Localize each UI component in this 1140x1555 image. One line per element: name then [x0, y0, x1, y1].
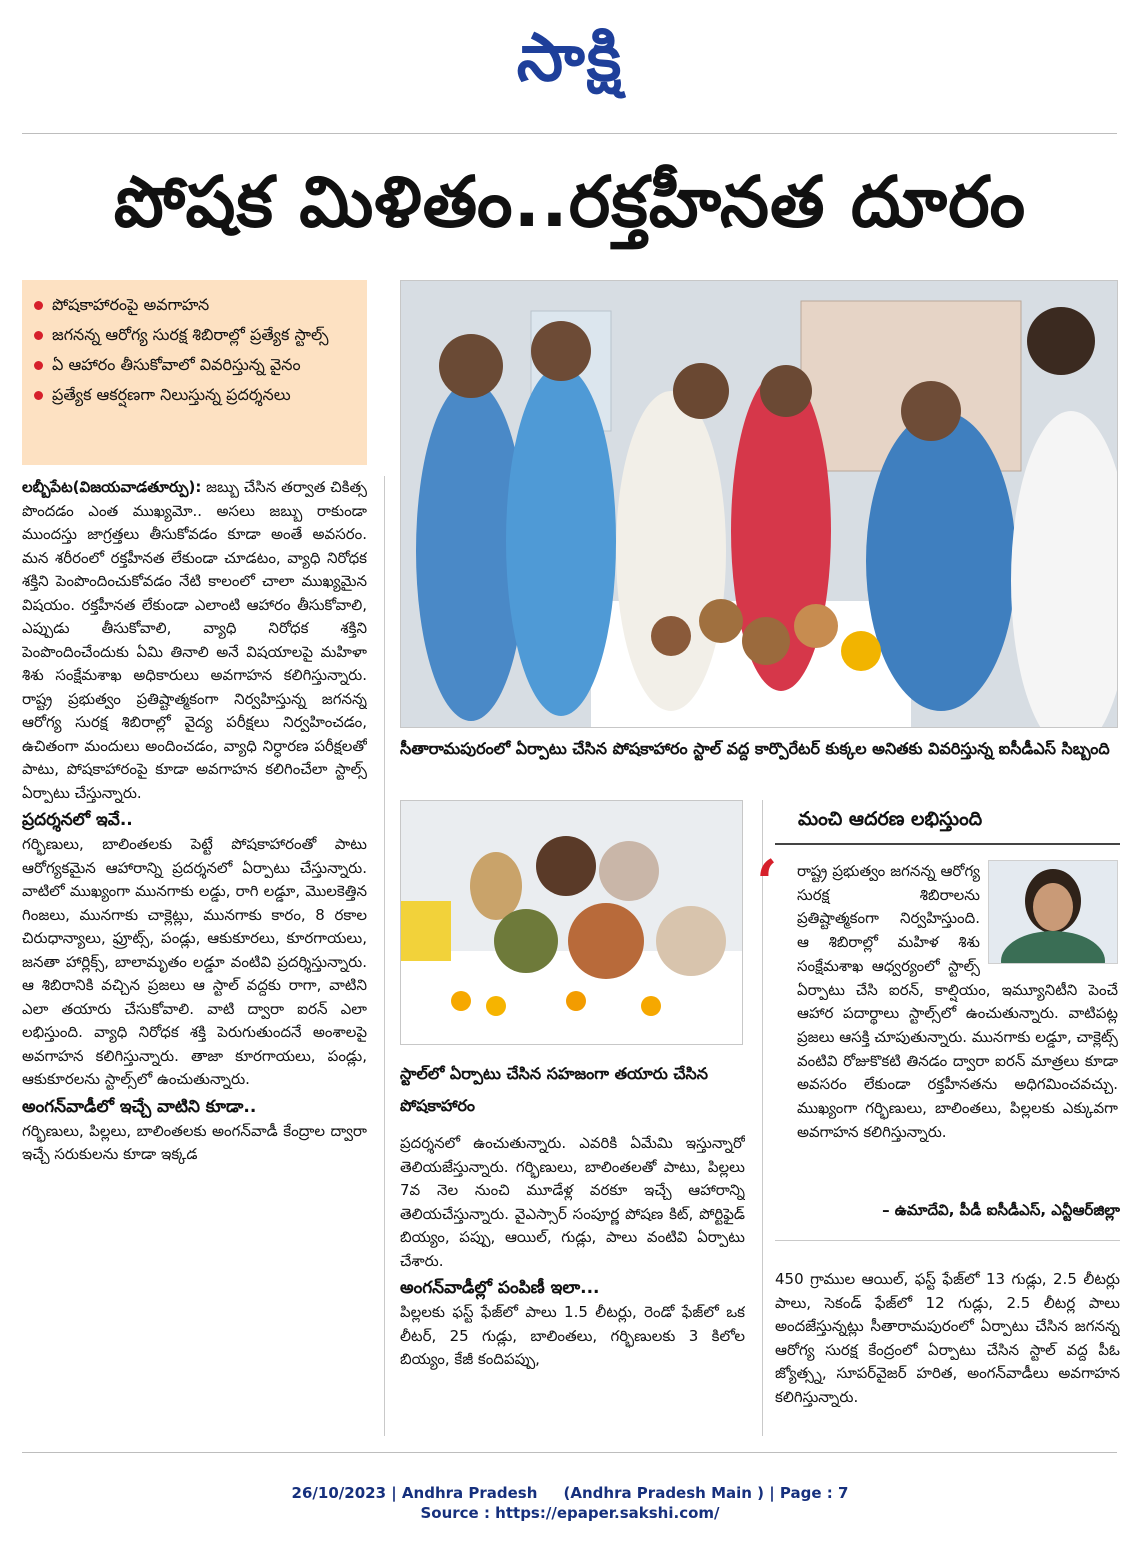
article-column-left: [22, 476, 367, 1436]
photo-illustration: [401, 281, 1117, 727]
subheading: అంగన్‌వాడీలో ఇచ్చే వాటిని కూడా..: [22, 1096, 257, 1117]
footer-date-line: 26/10/2023 | Andhra Pradesh (Andhra Pradesh Main ) | Page : 7: [291, 1484, 849, 1502]
subheading: ప్రదర్శనలో ఇవే..: [22, 810, 133, 830]
quote-box-text: రాష్ట్ర ప్రభుత్వం జగనన్న ఆరోగ్య సురక్ష శిబిరాలను ప్రతిష్టాత్మకంగా నిర్వహిస్తుంది. ఆ శిబిరాల్లో మహిళ శిశు సంక్షేమశాఖ ఆధ్వర్యంలో స్టాల్స్ ఏర్పాటు చేసి ఐరన్, కాల్షియం, ఇమ్యూనిటీని పెంచే ఆహార పదార్థాలు స్టాల్స్‌లో ఉంచుతున్నారు. వాటిపట్ల ప్రజలు ఆసక్తి చూపుతున్నారు. మునగాకు లడ్డూ, చాక్లెట్స్ వంటివి రోజుకొకటి తినడం ద్వారా ఐరన్ మాత్రలు కూడా అవసరం లేకుండా రక్తహీనతను అధిగమించవచ్చు. ముఖ్యంగా గర్భిణులు, బాలింతలు, పిల్లలకు ఎక్కువగా అవగాహన కలిగిస్తున్నారు.: [797, 862, 1118, 1141]
sakshi-logo: సాక్షి: [516, 19, 624, 96]
article-paragraph: గర్భిణులు, పిల్లలు, బాలింతలకు అంగన్‌వాడీ కేంద్రాల ద్వారా ఇచ్చే సరుకులను కూడా ఇక్కడ: [22, 1121, 367, 1163]
highlight-item: ఏ ఆహారం తీసుకోవాలో వివరిస్తున్న వైనం: [32, 350, 361, 380]
main-photo-caption: సీతారామపురంలో ఏర్పాటు చేసిన పోషకాహారం స్టాల్ వద్ద కార్పొరేటర్ కుక్కల అనితకు వివరిస్తున్న ఐసీడీఎస్ సిబ్బంది: [400, 739, 1110, 758]
quote-mark-icon: ‘: [756, 846, 778, 919]
column-divider: [384, 476, 385, 1436]
article-paragraph: గర్భిణులు, బాలింతలకు పెట్టే పోషకాహారంతో పాటు ఆరోగ్యకమైన ఆహారాన్ని ప్రదర్శనలో ఏర్పాటు చేస్తున్నారు. వాటిలో ముఖ్యంగా మునగాకు లడ్డు, రాగి లడ్డూ, మొలకెత్తిన గింజలు, మునగాకు చాక్లెట్లు, మునగాకు కారం, 8 రకాల చిరుధాన్యాలు, ఫ్రూట్స్, పండ్లు, ఆకుకూరలు, కూరగాయలు, జనతా హార్లిక్స్, బాలామృతం లడ్డూ వంటివి ప్రదర్శిస్తున్నారు. ఆ శిబిరానికి వచ్చిన ప్రజలు ఆ స్టాల్ వద్దకు రాగా, వాటిని ఎలా తయారు చేసుకోవాలి. వాటి ద్వారా ఐరన్ ఎలా లభిస్తుంది. వ్యాధి నిరోధక శక్తి పెరుగుతుందనే అంశాలపై అవగాహన కలిగిస్తున్నారు. తాజా కూరగాయలు, పండ్లు, ఆకుకూరలను స్టాల్స్‌లో ఉంచుతున్నారు.: [22, 835, 367, 1088]
footer-source-line: Source : https://epaper.sakshi.com/: [420, 1504, 720, 1522]
highlight-item: జగనన్న ఆరోగ్య సురక్ష శిబిరాల్లో ప్రత్యేక స్టాల్స్: [32, 320, 361, 350]
bullet-icon: [34, 331, 43, 340]
dateline: లబ్బీపేట(విజయవాడతూర్పు):: [22, 478, 202, 496]
food-illustration: [401, 801, 742, 1044]
photo-food-display: [400, 800, 743, 1045]
masthead: [0, 18, 1140, 98]
headline: పోషక మిళితం..రక్తహీనత దూరం: [113, 161, 1027, 243]
portrait-illustration: [989, 861, 1117, 963]
highlight-item: ప్రత్యేక ఆకర్షణగా నిలుస్తున్న ప్రదర్శనలు: [32, 380, 361, 410]
quote-box-signature: – ఉమాదేవి, పీడీ ఐసీడీఎస్, ఎన్టీఆర్‌జిల్లా: [882, 1201, 1120, 1219]
bottom-rule: [22, 1452, 1117, 1453]
bullet-icon: [34, 361, 43, 370]
article-column-middle: [400, 1132, 745, 1437]
highlight-item: పోషకాహారంపై అవగాహన: [32, 290, 361, 320]
top-rule: [22, 133, 1117, 134]
portrait-photo: [988, 860, 1118, 964]
photo-stall-visit: [400, 280, 1118, 728]
article-paragraph: పిల్లలకు ఫస్ట్ ఫేజ్‌లో పాలు 1.5 లీటర్లు, రెండో ఫేజ్‌లో ఒక లీటర్, 25 గుడ్లు, బాలింతలు, గర్భిణులకు 3 కిలోల బియ్యం, కేజీ కందిపప్పు,: [400, 1303, 745, 1368]
subheading: అంగన్‌వాడీల్లో పంపిణీ ఇలా...: [400, 1278, 600, 1298]
page-footer: [0, 1483, 1140, 1523]
quote-box-rule: [775, 843, 1120, 845]
bullet-icon: [34, 391, 43, 400]
food-photo-caption: స్టాల్‌లో ఏర్పాటు చేసిన సహజంగా తయారు చేసిన పోషకాహారం: [400, 1064, 708, 1115]
quote-box-bottom-rule: [775, 1240, 1120, 1241]
article-column-right: [775, 1268, 1120, 1438]
article-paragraph: 450 గ్రాముల ఆయిల్, ఫస్ట్ ఫేజ్‌లో 13 గుడ్లు, 2.5 లీటర్లు పాలు, సెకండ్ ఫేజ్‌లో 12 గుడ్లు, 2.5 లీటర్ల పాలు అందజేస్తున్నట్లు సీతారామపురంలో ఏర్పాటు చేసిన జగనన్న ఆరోగ్య సురక్ష కేంద్రంలో ఏర్పాటు చేసిన స్టాల్ వద్ద పీఓ జ్యోత్స్న, సూపర్‌వైజర్ హరిత, అంగన్‌వాడీలు అవగాహన కలిగిస్తున్నారు.: [775, 1270, 1120, 1406]
article-paragraph: లబ్బీపేట(విజయవాడతూర్పు): జబ్బు చేసిన తర్వాత చికిత్స పొందడం ఎంత ముఖ్యమో.. అసలు జబ్బు రాకుండా ముందస్తు జాగ్రత్తలు తీసుకోవడం కూడా అంతే అవసరం. మన శరీరంలో రక్తహీనత లేకుండా చూడటం, వ్యాధి నిరోధక శక్తిని పెంపొందించుకోవడం నేటి కాలంలో చాలా ముఖ్యమైన విషయం. రక్తహీనత లేకుండా ఎలాంటి ఆహారం తీసుకోవాలి, ఎప్పుడు తీసుకోవాలి, వ్యాధి నిరోధక శక్తిని పెంపొందించేందుకు ఏమి తినాలి అనే విషయాలపై మహిళా శిశు సంక్షేమశాఖ అధికారులు అవగాహన కలిగిస్తున్నారు. రాష్ట్ర ప్రభుత్వం ప్రతిష్టాత్మకంగా నిర్వహిస్తున్న జగనన్న ఆరోగ్య సురక్ష శిబిరాల్లో వైద్య పరీక్షలు నిర్వహించడం, ఉచితంగా మందులు అందించడం, వ్యాధి నిర్ధారణ పరీక్షలతో పాటు, పోషకాహారంపై కూడా అవగాహన కలిగించేలా స్టాల్స్ ఏర్పాటు చేస్తున్నారు.: [22, 478, 367, 802]
quote-box-title: మంచి ఆదరణ లభిస్తుంది: [798, 808, 983, 830]
bullet-icon: [34, 301, 43, 310]
highlights-box: [22, 280, 367, 465]
article-paragraph: ప్రదర్శనలో ఉంచుతున్నారు. ఎవరికి ఏమేమి ఇస్తున్నారో తెలియజేస్తున్నారు. గర్భిణులు, బాలింతలతో పాటు, పిల్లలు 7వ నెల నుంచి మూడేళ్ల వరకూ ఇచ్చే ఆహారాన్ని తెలియచేస్తున్నారు. వైఎస్సార్ సంపూర్ణ పోషణ కిట్, పోర్టిఫైడ్ బియ్యం, పప్పు, ఆయిల్, గుడ్లు, పాలు వంటివి ఏర్పాటు చేశారు.: [400, 1134, 745, 1270]
